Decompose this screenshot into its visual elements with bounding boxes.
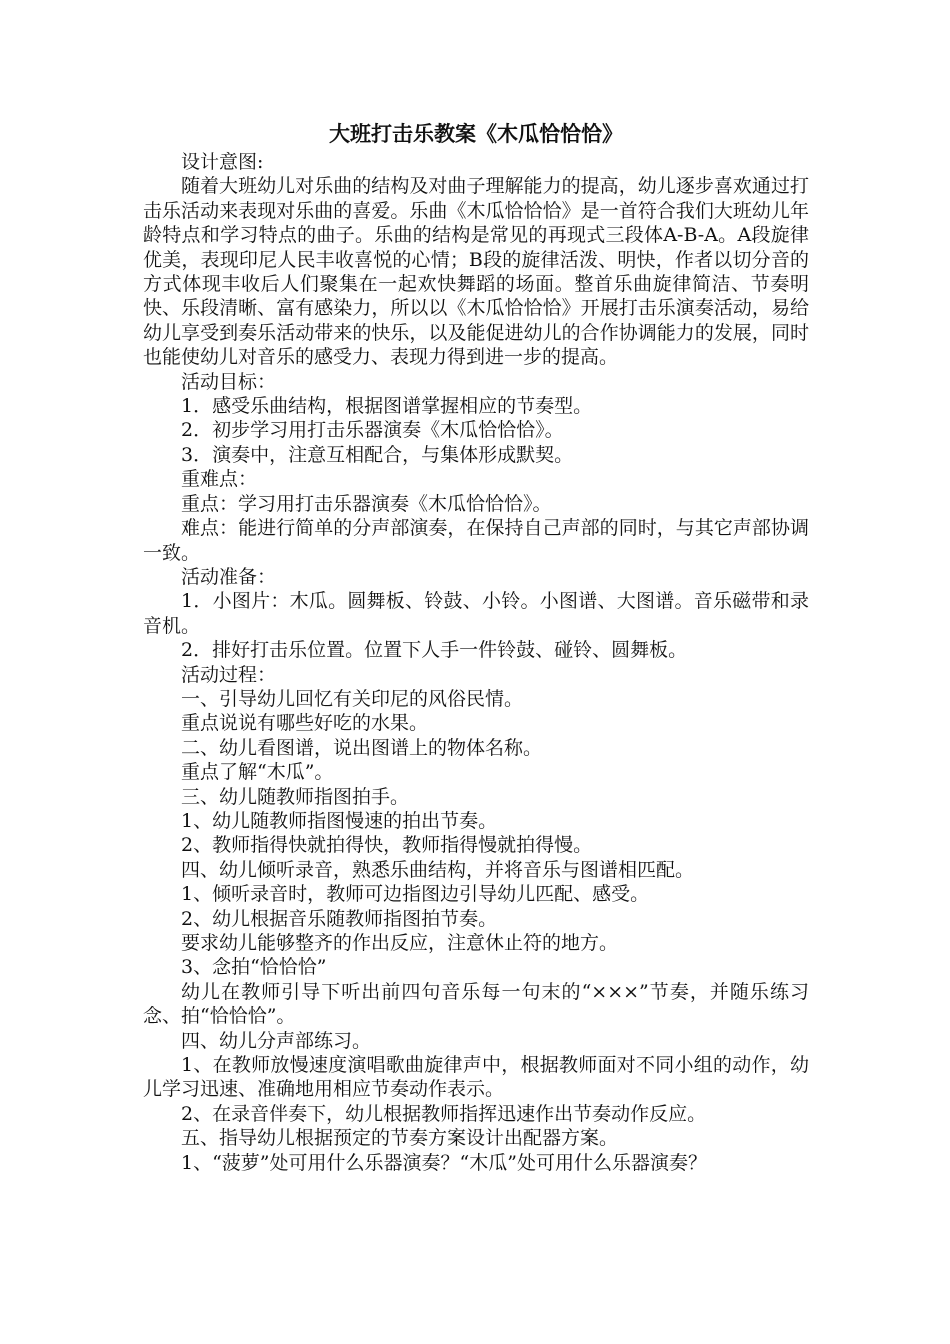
list-item: 2．排好打击乐位置。位置下人手一件铃鼓、碰铃、圆舞板。 [181,639,688,662]
paragraph: 重点了解“木瓜”。 [181,761,334,784]
list-item: 1、幼儿随教师指图慢速的拍出节奏。 [181,809,498,832]
list-item: 1、倾听录音时，教师可边指图边引导幼儿匹配、感受。 [181,883,650,906]
paragraph: 设计意图: [181,151,264,173]
list-item: 2、幼儿根据音乐随教师指图拍节奏。 [181,907,498,930]
paragraph: 要求幼儿能够整齐的作出反应，注意休止符的地方。 [181,932,619,954]
paragraph: 幼儿在教师引导下听出前四句音乐每一句末的“×××”节奏，并随乐练习念、拍“恰恰恰”。 [143,980,809,1028]
section-heading: 活动目标： [181,370,277,393]
paragraph: 难点：能进行简单的分声部演奏，在保持自己声部的同时，与其它声部协调一致。 [143,517,809,564]
section-heading: 活动准备： [181,565,277,588]
list-item: 3．演奏中，注意互相配合，与集体形成默契。 [181,443,574,466]
step-heading: 四、幼儿倾听录音，熟悉乐曲结构，并将音乐与图谱相匹配。 [181,858,695,881]
list-item: 1、“菠萝”处可用什么乐器演奏？“木瓜”处可用什么乐器演奏？ [181,1151,707,1174]
document-title: 大班打击乐教案《木瓜恰恰恰》 [329,121,623,146]
section-heading: 活动过程： [181,663,277,686]
step-heading: 三、幼儿随教师指图拍手。 [181,785,410,808]
document-body [143,150,809,1175]
step-heading: 二、幼儿看图谱，说出图谱上的物体名称。 [181,736,543,759]
paragraph: 重点说说有哪些好吃的水果。 [181,712,429,735]
paragraph: 重点：学习用打击乐器演奏《木瓜恰恰恰》。 [181,492,552,515]
step-heading: 五、指导幼儿根据预定的节奏方案设计出配器方案。 [181,1127,619,1150]
list-item: 2、教师指得快就拍得快，教师指得慢就拍得慢。 [181,834,593,857]
step-heading: 四、幼儿分声部练习。 [181,1029,372,1052]
list-item: 2、在录音伴奏下，幼儿根据教师指挥迅速作出节奏动作反应。 [181,1102,707,1125]
document-page [143,120,809,1175]
list-item: 1．小图片：木瓜。圆舞板、铃鼓、小铃。小图谱、大图谱。音乐磁带和录音机。 [143,590,809,637]
list-item: 1、在教师放慢速度演唱歌曲旋律声中，根据教师面对不同小组的动作，幼儿学习迅速、准确地用相应节奏动作表示。 [143,1054,809,1101]
list-item: 1．感受乐曲结构，根据图谱掌握相应的节奏型。 [181,395,593,418]
step-heading: 一、引导幼儿回忆有关印尼的风俗民情。 [181,687,524,710]
section-heading: 重难点： [181,468,258,491]
list-item: 2．初步学习用打击乐器演奏《木瓜恰恰恰》。 [181,419,564,442]
paragraph: 随着大班幼儿对乐曲的结构及对曲子理解能力的提高，幼儿逐步喜欢通过打击乐活动来表现对乐曲的喜爱。乐曲《木瓜恰恰恰》是一首符合我们大班幼儿年龄特点和学习特点的曲子。乐曲的结构是常见的再现式三段体A-B-A。A段旋律优美，表现印尼人民丰收喜悦的心情；B段的旋律活泼、明快，作者以切分音的方式体现丰收后人们聚集在一起欢快舞蹈的场面。整首乐曲旋律简洁、节奏明快、乐段清晰、富有感染力，所以以《木瓜恰恰恰》开展打击乐演奏活动，易给幼儿享受到奏乐活动带来的快乐，以及能促进幼儿的合作协调能力的发展，同时也能使幼儿对音乐的感受力、表现力得到进一步的提高。 [143,175,809,369]
list-item: 3、念拍“恰恰恰” [181,956,327,979]
